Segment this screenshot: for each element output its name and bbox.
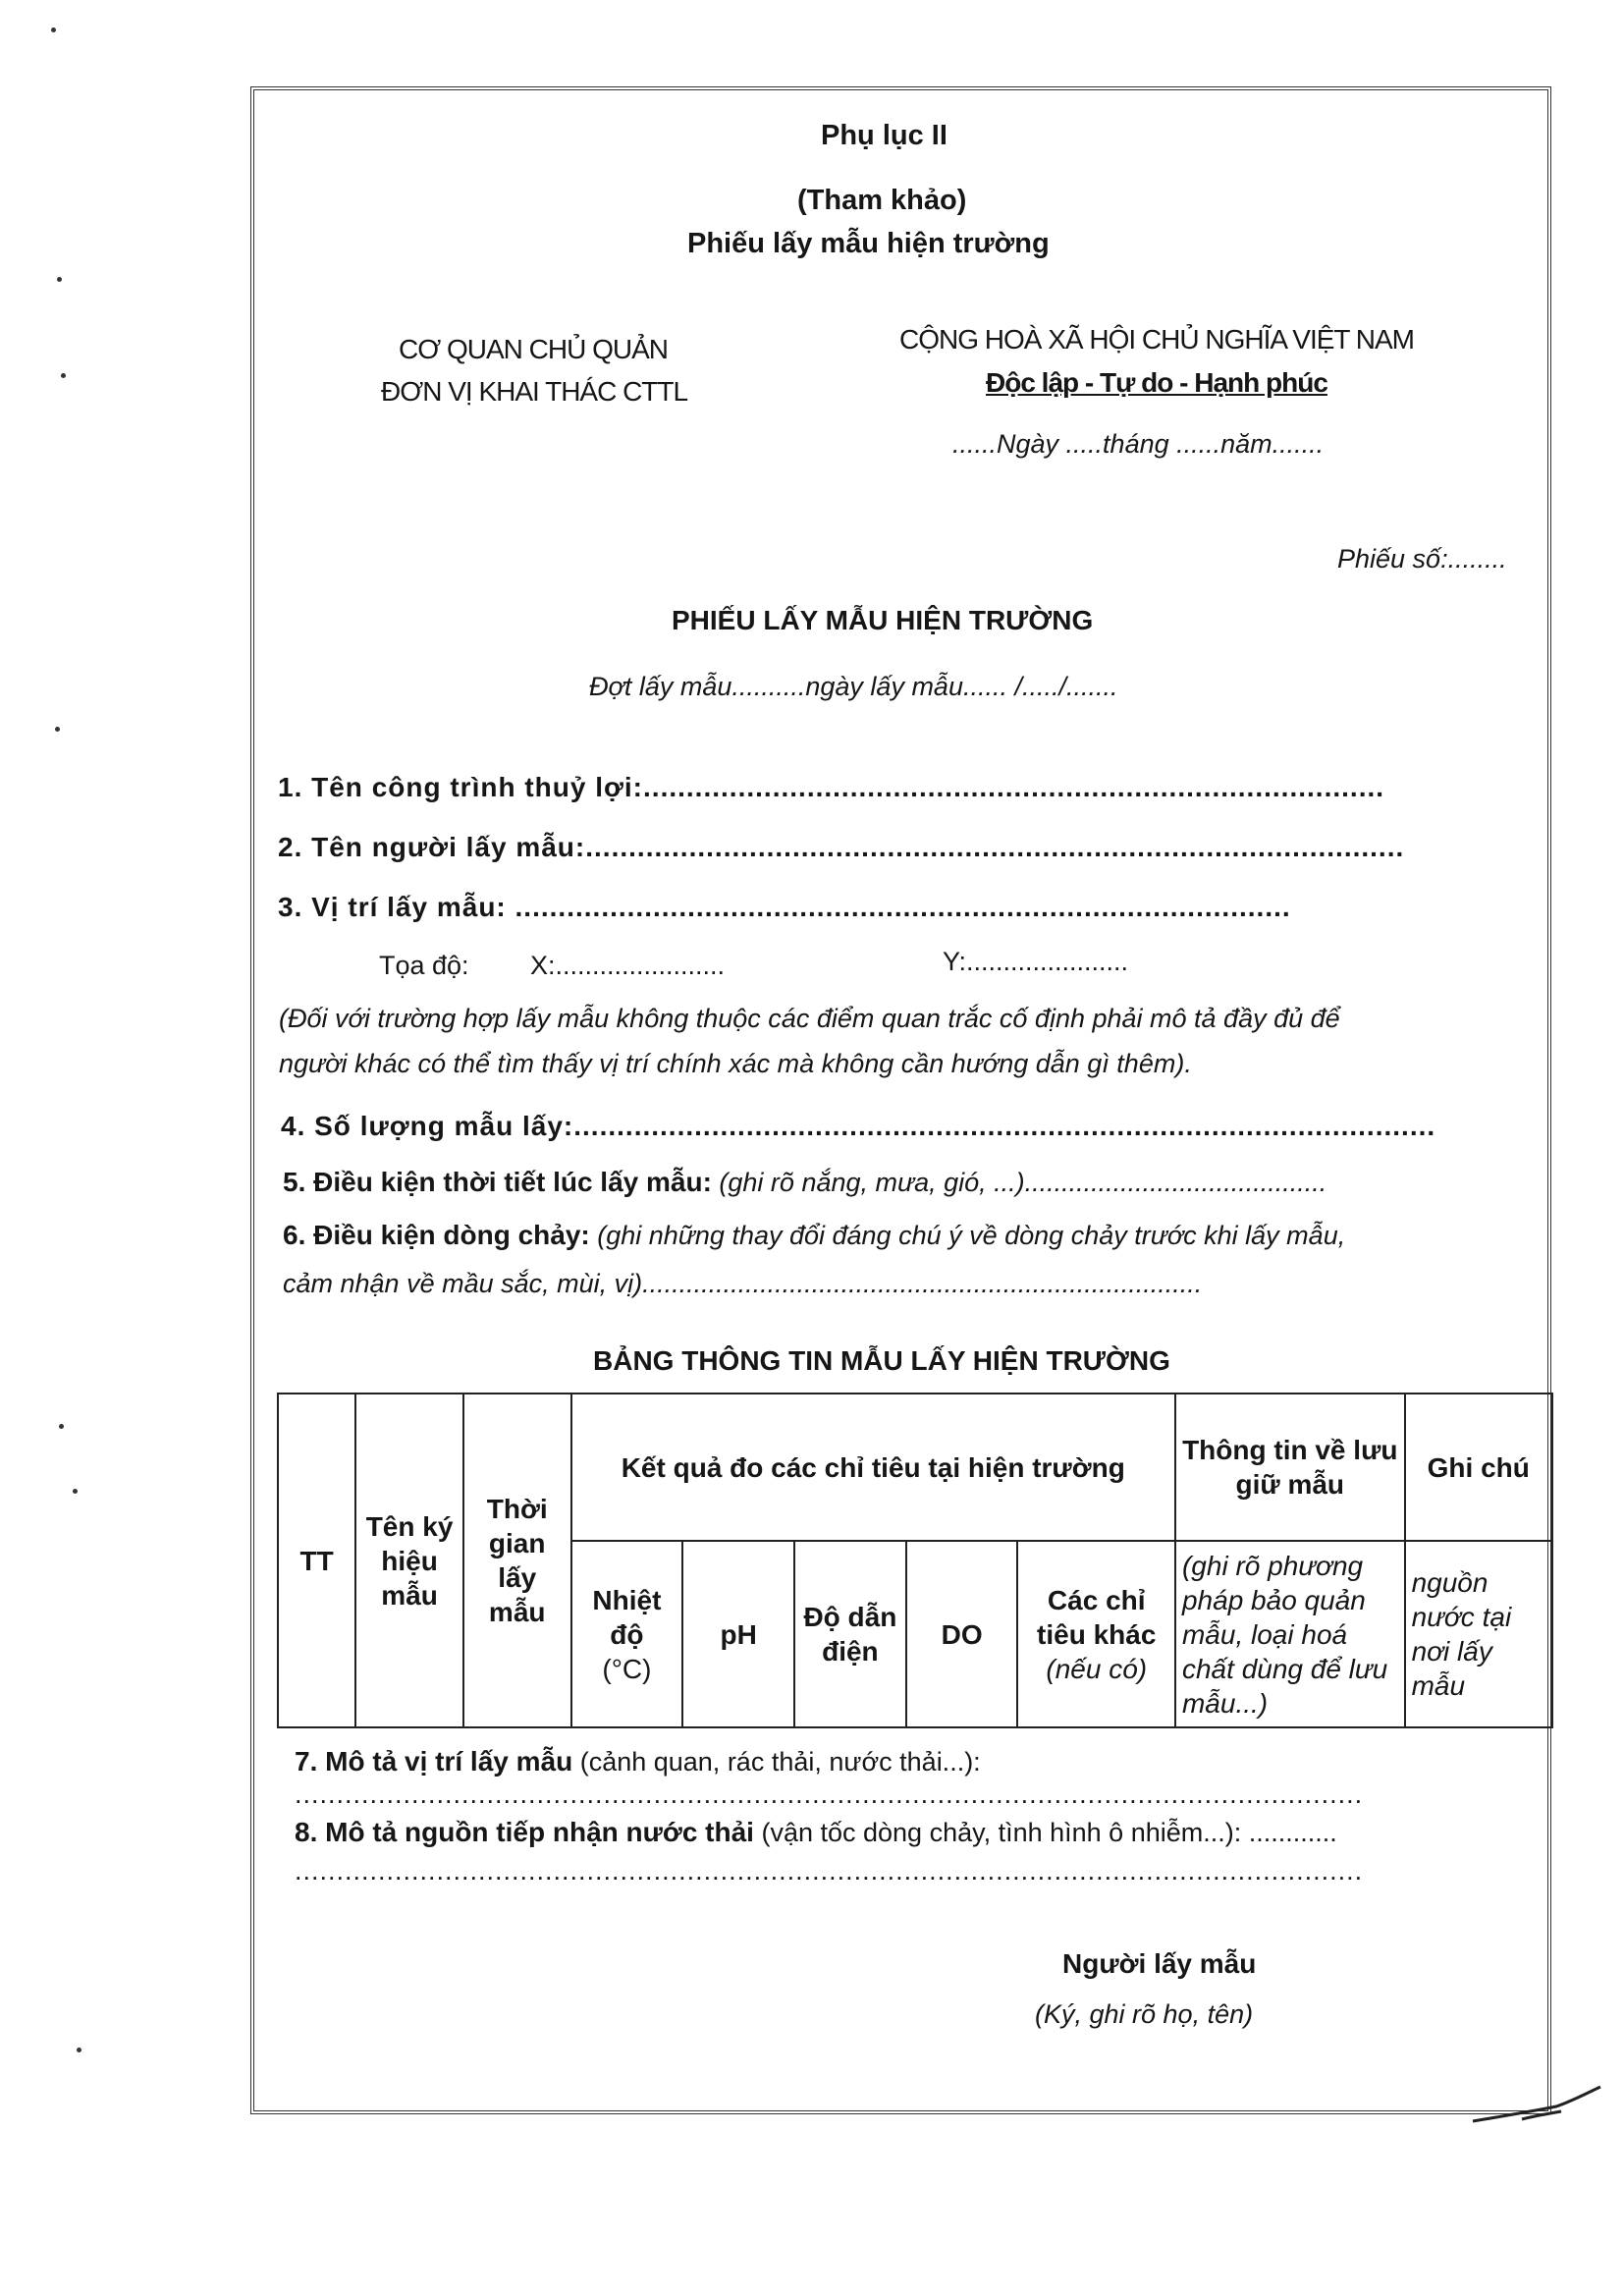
group-header-field-results: Kết quả đo các chỉ tiêu tại hiện trường <box>571 1394 1175 1541</box>
org-line-1: CƠ QUAN CHỦ QUẢN <box>399 334 669 364</box>
col-header-sampling-time: Thời gian lấy mẫu <box>463 1394 571 1727</box>
receiving-source-dots: ................................................................................................................................ <box>295 1856 1364 1886</box>
temperature-unit: (°C) <box>602 1653 652 1684</box>
org-line-2: ĐƠN VỊ KHAI THÁC CTTL <box>381 376 688 407</box>
col-header-temperature <box>571 1541 683 1727</box>
receiving-source-label: 8. Mô tả nguồn tiếp nhận nước thải <box>295 1817 754 1847</box>
scan-speck <box>77 2048 81 2052</box>
notes-hint: nguồn nước tại nơi lấy mẫu <box>1405 1541 1552 1727</box>
col-header-tt: TT <box>278 1394 355 1727</box>
col-header-conductivity: Độ dẫn điện <box>794 1541 906 1727</box>
appendix-heading: Phụ lục II <box>821 120 947 151</box>
col-header-other-params <box>1017 1541 1175 1727</box>
group-header-storage-info: Thông tin về lưu giữ mẫu <box>1175 1394 1405 1541</box>
scan-speck <box>61 373 66 378</box>
table-title: BẢNG THÔNG TIN MẪU LẤY HIỆN TRƯỜNG <box>593 1345 1170 1376</box>
location-description-dots: ................................................................................................................................ <box>295 1779 1364 1809</box>
field-flow-condition <box>283 1220 1345 1251</box>
location-note-1: (Đối với trường hợp lấy mẫu không thuộc các điểm quan trắc cố định phải mô tả đầy đủ để <box>279 1004 1340 1033</box>
weather-label: 5. Điều kiện thời tiết lúc lấy mẫu: <box>283 1167 712 1197</box>
location-description-label: 7. Mô tả vị trí lấy mẫu <box>295 1746 573 1777</box>
sample-info-table <box>277 1393 1553 1728</box>
col-header-sample-code: Tên ký hiệu mẫu <box>355 1394 463 1727</box>
nation-motto: Độc lập - Tự do - Hạnh phúc <box>986 367 1327 398</box>
weather-hint: (ghi rõ nắng, mưa, gió, ...)......................................... <box>711 1168 1327 1197</box>
group-header-notes: Ghi chú <box>1405 1394 1552 1541</box>
scan-speck <box>57 277 62 282</box>
scan-speck <box>55 727 60 732</box>
other-params-label: Các chỉ tiêu khác <box>1037 1584 1157 1650</box>
signature-mark <box>1463 2072 1610 2131</box>
col-header-do: DO <box>906 1541 1018 1727</box>
signer-title: Người lấy mẫu <box>1062 1948 1257 1979</box>
field-sample-quantity: 4. Số lượng mẫu lấy:.................................................................................................... <box>281 1111 1436 1141</box>
field-project-name: 1. Tên công trình thuỷ lợi:...................................................................................... <box>278 772 1385 802</box>
form-number: Phiếu số:........ <box>1337 544 1507 574</box>
location-note-2: người khác có thể tìm thấy vị trí chính xác mà không cần hướng dẫn gì thêm). <box>279 1049 1192 1078</box>
temperature-label: Nhiệt độ <box>592 1584 662 1650</box>
nation-line-1: CỘNG HOÀ XÃ HỘI CHỦ NGHĨA VIỆT NAM <box>899 324 1415 355</box>
reference-note: (Tham khảo) <box>797 185 967 216</box>
coordinate-x: X:....................... <box>530 951 726 980</box>
field-location-description <box>295 1746 981 1777</box>
form-heading: Phiếu lấy mẫu hiện trường <box>687 228 1050 259</box>
flow-hint-line-2: cảm nhận về mầu sắc, mùi, vị)............................................................................ <box>283 1269 1203 1298</box>
field-weather <box>283 1167 1326 1198</box>
field-sampler-name: 2. Tên người lấy mẫu:............................................................................................... <box>278 832 1405 862</box>
scan-speck <box>59 1424 64 1429</box>
scan-speck <box>51 27 56 32</box>
storage-info-hint: (ghi rõ phương pháp bảo quản mẫu, loại hoá chất dùng để lưu mẫu...) <box>1175 1541 1405 1727</box>
coordinate-y: Y:...................... <box>943 947 1129 976</box>
flow-label: 6. Điều kiện dòng chảy: <box>283 1220 590 1250</box>
coordinate-label: Tọa độ: <box>379 951 469 980</box>
date-line: ......Ngày .....tháng ......năm....... <box>952 429 1325 459</box>
scan-speck <box>73 1489 78 1494</box>
field-receiving-source <box>295 1817 1337 1848</box>
main-title: PHIẾU LẤY MẪU HIỆN TRƯỜNG <box>672 605 1094 635</box>
location-description-hint: (cảnh quan, rác thải, nước thải...): <box>572 1747 981 1777</box>
col-header-ph: pH <box>682 1541 794 1727</box>
field-sampling-location: 3. Vị trí lấy mẫu: .......................................................................................... <box>278 892 1291 922</box>
signer-note: (Ký, ghi rõ họ, tên) <box>1035 1999 1254 2029</box>
receiving-source-hint: (vận tốc dòng chảy, tình hình ô nhiễm...): ............ <box>753 1818 1337 1847</box>
flow-hint: (ghi những thay đổi đáng chú ý về dòng chảy trước khi lấy mẫu, <box>589 1221 1346 1250</box>
batch-line: Đợt lấy mẫu..........ngày lấy mẫu...... /...../....... <box>589 672 1118 701</box>
other-params-note: (nếu có) <box>1046 1653 1148 1684</box>
